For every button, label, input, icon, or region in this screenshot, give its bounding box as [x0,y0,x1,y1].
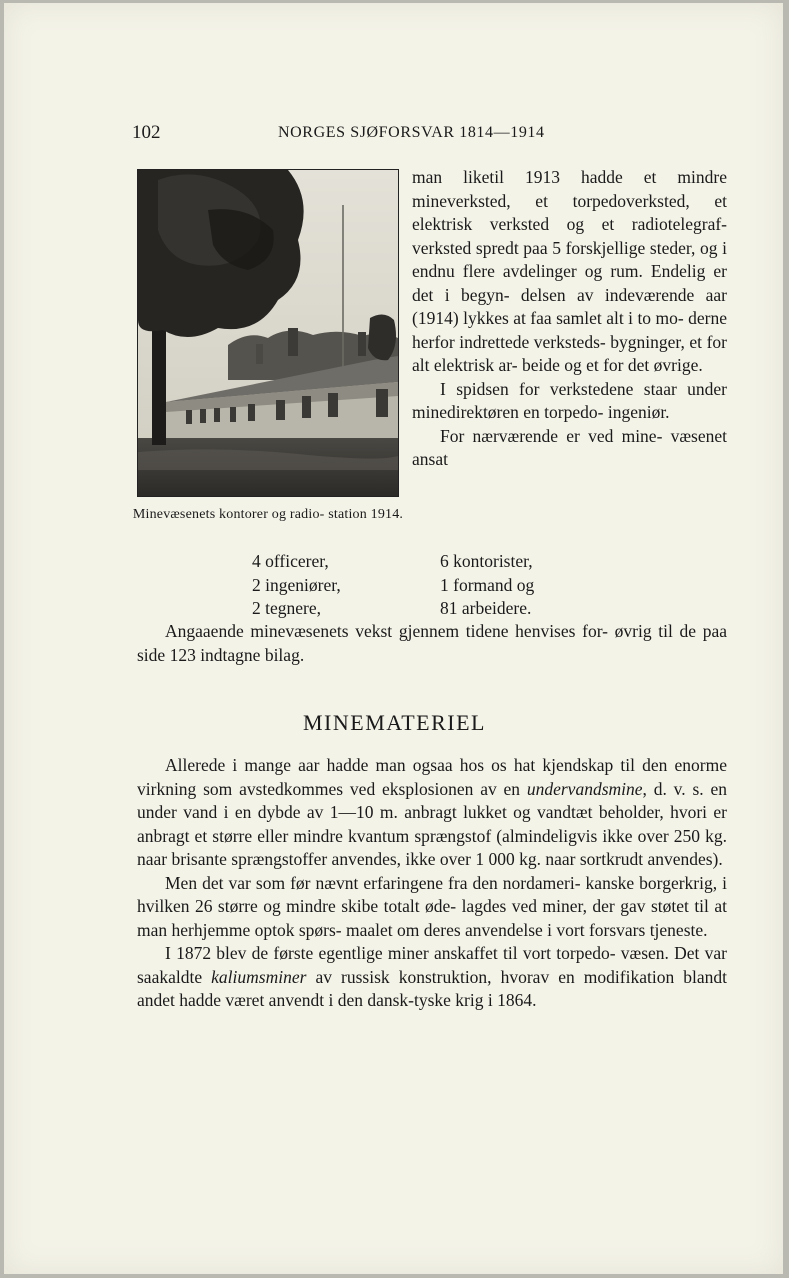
text-run: , d. v. s. en under vand i en dybde av 1—10 m. anbragt lukket og vandtæt beholder, hvori er anbragt et større eller mindre kvantum sprængstof (almindeligvis ikke over 250 kg. naar brisante sprængstoffer anvendes, ikke over 1 000 kg. naar sortkrudt anvendes). [137,778,727,869]
paragraph: I spidsen for verkstedene staar under minedirektøren en torpedo- ingeniør. [412,378,727,422]
paragraph: Angaaende minevæsenets vekst gjennem tidene henvises for- øvrig til de paa side 123 indtagne bilag. [137,621,727,665]
page-header [0,122,789,152]
staff-row [0,574,789,598]
italic-term: kaliumsminer [211,966,307,987]
staff-left: 2 ingeniører, [252,574,341,595]
staff-left: 2 tegnere, [252,598,321,618]
text-run: I 1872 blev de første egentlige miner anskaffet til vort torpedo- væsen. Det var saakaldte [137,943,727,987]
running-head: NORGES SJØFORSVAR 1814—1914 [278,124,545,141]
staff-row [0,597,789,621]
page-number: 102 [132,122,161,143]
section-heading: MINEMATERIEL [303,710,486,735]
staff-list [0,550,789,621]
paragraph: For nærværende er ved mine- væsenet ansat [412,425,727,469]
staff-row [0,550,789,574]
italic-term: undervandsmine [526,778,643,799]
staff-right: 6 kontorister, [440,551,533,571]
paragraph [137,754,727,872]
paragraph: man liketil 1913 hadde et mindre mineverksted, et torpedoverksted, et elektrisk verksted og et radiotelegraf- verksted spredt paa 5 forskjellige steder, og i endnu flere avdelinger og rum. Endelig er det i begyn- delsen av indeværende aar (1914) lykkes at faa samlet alt i to mo- derne herfor indrettede verksteds- bygninger, et for alt elektrisk ar- beide og et for det øvrige. [412,167,727,375]
after-staff-text [137,620,727,667]
body-text [137,754,727,1013]
staff-right: 1 formand og [440,574,535,595]
photo-caption: Minevæsenets kontorer og radio- station 1914. [132,507,404,522]
staff-right: 81 arbeidere. [440,598,532,618]
staff-left: 4 officerer, [252,551,329,571]
text-run: av russisk konstruktion, hvorav en modifikation blandt andet hadde været anvendt i den dansk-tyske krig i 1864. [137,966,727,1010]
paragraph: Men det var som før nævnt erfaringene fra den nordameri- kanske borgerkrig, i hvilken 26 større og mindre skibe totalt øde- lagdes ved miner, der gav støtet til at man herhjemme optok spørs- maalet om deres anvendelse i vort forsvars tjeneste. [137,872,727,940]
paragraph [137,942,727,1013]
building-photo [137,169,399,497]
right-column-text [412,166,727,472]
text-run: Allerede i mange aar hadde man ogsaa hos os hat kjendskap til den enorme virkning som avstedkommes ved eksplosionen av en [137,755,727,799]
